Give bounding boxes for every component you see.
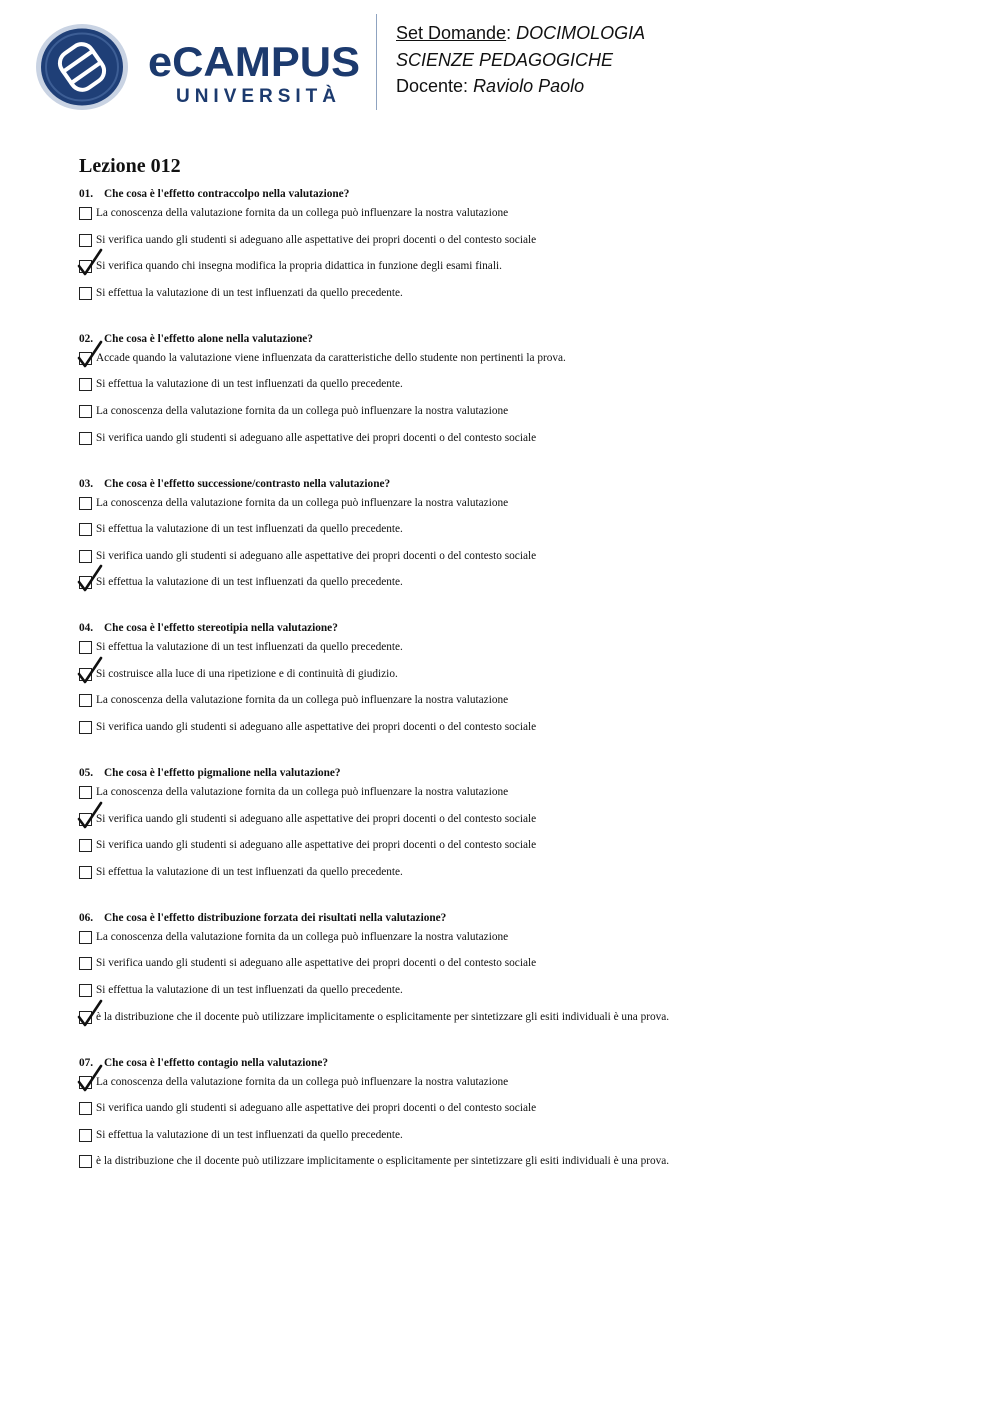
answer-option[interactable] [79, 206, 939, 233]
answer-option[interactable] [79, 956, 939, 983]
question [79, 186, 939, 312]
question-number: 01. [79, 188, 94, 200]
question-text: Che cosa è l'effetto stereotipia nella valutazione? [104, 622, 338, 635]
answer-text: La conoscenza della valutazione fornita da un collega può influenzare la nostra valutazione [96, 404, 509, 417]
answer-text: Si verifica quando chi insegna modifica la propria didattica in funzione degli esami finali. [96, 260, 502, 273]
answer-option[interactable] [79, 640, 939, 667]
question-text: Che cosa è l'effetto contagio nella valutazione? [104, 1056, 329, 1069]
answer-option[interactable] [79, 404, 939, 431]
subject: DOCIMOLOGIA [516, 23, 646, 43]
answer-text: Si effettua la valutazione di un test influenzati da quello precedente. [96, 1128, 403, 1141]
answer-checkbox[interactable] [79, 497, 92, 510]
set-label: Set Domande [396, 23, 507, 43]
answer-option[interactable] [79, 1101, 939, 1128]
question-list [79, 186, 939, 1199]
answer-text: Si effettua la valutazione di un test influenzati da quello precedente. [96, 865, 403, 878]
answer-option[interactable] [79, 286, 939, 313]
answer-text: Si effettua la valutazione di un test influenzati da quello precedente. [96, 641, 403, 654]
question-text: Che cosa è l'effetto alone nella valutazione? [104, 332, 313, 345]
teacher-line [396, 73, 645, 100]
answer-text: La conoscenza della valutazione fornita da un collega può influenzare la nostra valutazione [96, 786, 509, 799]
wordmark-brand: eCAMPUS [148, 38, 360, 85]
answer-text: Si costruisce alla luce di una ripetizione e di continuità di giudizio. [96, 667, 398, 680]
answer-option[interactable] [79, 1128, 939, 1155]
answer-checkbox[interactable] [79, 721, 92, 734]
answer-option[interactable] [79, 549, 939, 576]
answer-text: Si verifica uando gli studenti si adeguano alle aspettative dei propri docenti o del contesto sociale [96, 233, 537, 246]
check-mark-icon [76, 1063, 104, 1093]
answer-checkbox[interactable] [79, 1155, 92, 1168]
check-mark-icon [76, 655, 104, 685]
answer-checkbox[interactable] [79, 1076, 92, 1089]
answer-checkbox[interactable] [79, 866, 92, 879]
answer-checkbox[interactable] [79, 813, 92, 826]
answer-option[interactable] [79, 838, 939, 865]
answer-checkbox[interactable] [79, 207, 92, 220]
question-text: Che cosa è l'effetto contraccolpo nella valutazione? [104, 188, 350, 200]
check-mark-icon [76, 998, 104, 1028]
answer-checkbox[interactable] [79, 1011, 92, 1024]
question [79, 620, 939, 746]
answer-option[interactable] [79, 259, 939, 286]
answer-text: è la distribuzione che il docente può utilizzare implicitamente o esplicitamente per sintetizzare gli esiti individuali è una prova. [96, 1155, 670, 1168]
answer-checkbox[interactable] [79, 839, 92, 852]
answer-checkbox[interactable] [79, 957, 92, 970]
question [79, 765, 939, 891]
answer-option[interactable] [79, 812, 939, 839]
question-text: Che cosa è l'effetto pigmalione nella valutazione? [104, 767, 341, 780]
answer-text: Si effettua la valutazione di un test influenzati da quello precedente. [96, 576, 403, 589]
question [79, 910, 939, 1036]
question-text: Che cosa è l'effetto distribuzione forzata dei risultati nella valutazione? [104, 911, 447, 924]
answer-option[interactable] [79, 575, 939, 602]
wordmark-sub: UNIVERSITÀ [176, 86, 336, 107]
answer-checkbox[interactable] [79, 352, 92, 365]
set-line: Set Domande: DOCIMOLOGIA [396, 23, 646, 43]
answer-text: è la distribuzione che il docente può utilizzare implicitamente o esplicitamente per sintetizzare gli esiti individuali è una prova. [96, 1010, 670, 1023]
check-mark-icon [76, 339, 104, 369]
answer-option[interactable] [79, 865, 939, 892]
answer-text: La conoscenza della valutazione fornita da un collega può influenzare la nostra valutazione [96, 1075, 509, 1088]
question [79, 1055, 939, 1181]
answer-option[interactable] [79, 351, 939, 378]
answer-option[interactable] [79, 930, 939, 957]
answer-option[interactable] [79, 1075, 939, 1102]
answer-checkbox[interactable] [79, 1129, 92, 1142]
answer-text: Si effettua la valutazione di un test influenzati da quello precedente. [96, 378, 403, 391]
answer-text: Si verifica uando gli studenti si adeguano alle aspettative dei propri docenti o del contesto sociale [96, 721, 537, 734]
question-number: 02. [79, 332, 94, 345]
question-number: 03. [79, 477, 94, 490]
answer-option[interactable] [79, 667, 939, 694]
answer-checkbox[interactable] [79, 641, 92, 654]
document-header [0, 0, 1000, 120]
answer-option[interactable] [79, 1010, 939, 1037]
answer-text: Si verifica uando gli studenti si adeguano alle aspettative dei propri docenti o del contesto sociale [96, 431, 537, 444]
check-mark-icon [76, 800, 104, 830]
answer-checkbox[interactable] [79, 523, 92, 536]
answer-text: Si verifica uando gli studenti si adeguano alle aspettative dei propri docenti o del contesto sociale [96, 549, 537, 562]
answer-checkbox[interactable] [79, 931, 92, 944]
answer-checkbox[interactable] [79, 287, 92, 300]
answer-checkbox[interactable] [79, 786, 92, 799]
answer-text: Si verifica uando gli studenti si adeguano alle aspettative dei propri docenti o del contesto sociale [96, 1102, 537, 1115]
course: SCIENZE PEDAGOGICHE [396, 49, 614, 70]
check-mark-icon [76, 563, 104, 593]
answer-text: Si verifica uando gli studenti si adeguano alle aspettative dei propri docenti o del contesto sociale [96, 957, 537, 970]
answer-option[interactable] [79, 983, 939, 1010]
answer-text: Si effettua la valutazione di un test influenzati da quello precedente. [96, 286, 403, 299]
teacher-name: Raviolo Paolo [473, 76, 585, 96]
answer-checkbox[interactable] [79, 1102, 92, 1115]
teacher-label: Docente: [396, 76, 469, 96]
answer-option[interactable] [79, 1154, 939, 1181]
ecampus-wordmark [148, 38, 363, 108]
question-text: Che cosa è l'effetto successione/contrasto nella valutazione? [104, 477, 391, 490]
answer-option[interactable] [79, 233, 939, 260]
answer-checkbox[interactable] [79, 260, 92, 273]
answer-option[interactable] [79, 785, 939, 812]
answer-text: La conoscenza della valutazione fornita da un collega può influenzare la nostra valutazione [96, 694, 509, 707]
answer-checkbox[interactable] [79, 378, 92, 391]
question-number: 05. [79, 767, 94, 780]
answer-option[interactable] [79, 496, 939, 523]
answer-checkbox[interactable] [79, 984, 92, 997]
answer-checkbox[interactable] [79, 668, 92, 681]
question-number: 07. [79, 1056, 94, 1069]
answer-text: La conoscenza della valutazione fornita da un collega può influenzare la nostra valutazione [96, 207, 509, 219]
header-info [396, 20, 645, 100]
answer-option[interactable] [79, 693, 939, 720]
answer-option[interactable] [79, 720, 939, 747]
answer-checkbox[interactable] [79, 405, 92, 418]
question [79, 331, 939, 457]
answer-text: La conoscenza della valutazione fornita da un collega può influenzare la nostra valutazione [96, 496, 509, 509]
answer-option[interactable] [79, 522, 939, 549]
answer-option[interactable] [79, 431, 939, 458]
answer-text: Si effettua la valutazione di un test influenzati da quello precedente. [96, 984, 403, 997]
lesson-title: Lezione 012 [79, 155, 181, 177]
answer-checkbox[interactable] [79, 576, 92, 589]
question [79, 476, 939, 602]
answer-text: Accade quando la valutazione viene influenzata da caratteristiche dello studente non pertinenti la prova. [96, 351, 566, 364]
answer-text: Si verifica uando gli studenti si adeguano alle aspettative dei propri docenti o del contesto sociale [96, 839, 537, 852]
answer-checkbox[interactable] [79, 432, 92, 445]
answer-text: Si verifica uando gli studenti si adeguano alle aspettative dei propri docenti o del contesto sociale [96, 812, 537, 825]
answer-option[interactable] [79, 377, 939, 404]
answer-checkbox[interactable] [79, 234, 92, 247]
answer-checkbox[interactable] [79, 694, 92, 707]
question-number: 04. [79, 622, 94, 635]
header-divider [376, 14, 377, 110]
ecampus-seal-logo [34, 22, 130, 112]
question-number: 06. [79, 911, 94, 924]
check-mark-icon [76, 247, 104, 277]
answer-text: Si effettua la valutazione di un test influenzati da quello precedente. [96, 523, 403, 536]
answer-text: La conoscenza della valutazione fornita da un collega può influenzare la nostra valutazione [96, 930, 509, 943]
answer-checkbox[interactable] [79, 550, 92, 563]
